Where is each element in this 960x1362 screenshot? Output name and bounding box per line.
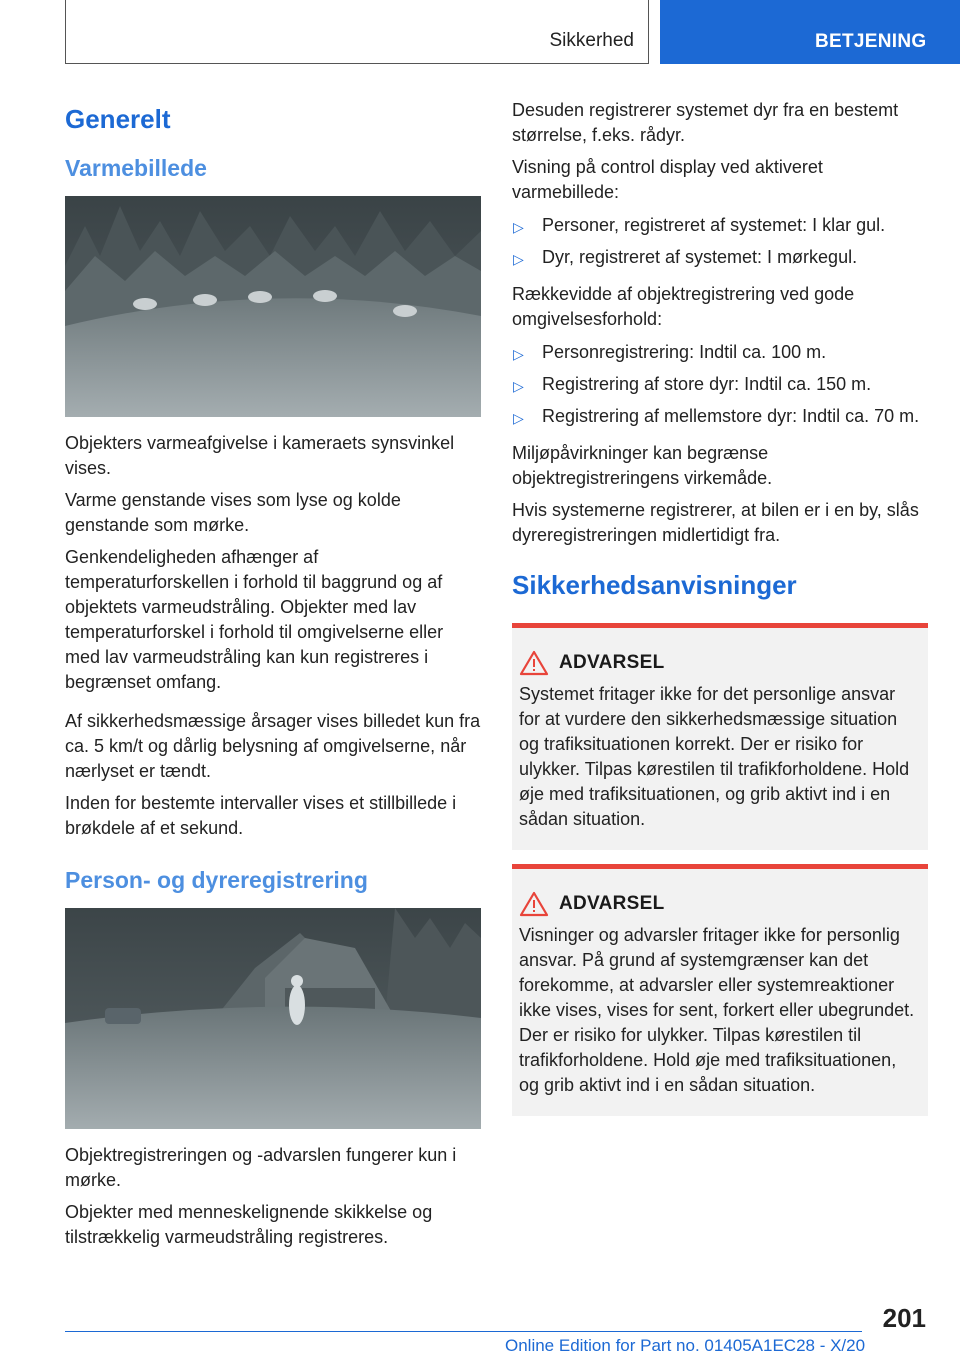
- heading-sikkerhedsanvisninger: Sikkerhedsanvisninger: [512, 570, 797, 600]
- header-section-box: [65, 0, 649, 64]
- warning-header: [519, 891, 921, 917]
- para-varmeafgivelse: Objekters varmeafgivelse i kameraets synsvinkel vises.: [65, 433, 455, 478]
- para-miljoepaavirkninger: Miljøpåvirkninger kan begrænse objektregistreringens virkemåde.: [512, 443, 773, 488]
- page-number: 201: [882, 1303, 926, 1333]
- footer-edition: Online Edition for Part no. 01405A1EC28 - X/20: [505, 1336, 866, 1355]
- para-genkendelighed: Genkendeligheden afhænger af temperaturforskellen i forhold til baggrund og af objektets varmeudstråling. Objekter med lav temperaturforskel i forhold til omgivelserne eller med lav varmeudstråling kan kun registreres i begrænset omfang.: [65, 547, 444, 692]
- list-raekkevidde: [512, 340, 928, 429]
- bullet-triangle-icon: ▷: [513, 251, 524, 267]
- para-dyr-registrering: Desuden registrerer systemet dyr fra en bestemt størrelse, f.eks. rådyr.: [512, 100, 899, 145]
- bullet-triangle-icon: ▷: [513, 378, 524, 394]
- header-chapter-tab: BETJENING: [660, 0, 960, 64]
- list-item: ▷ Registrering af store dyr: Indtil ca. 150 m.: [512, 372, 928, 397]
- thermal-image-animals: [65, 196, 481, 417]
- para-by: Hvis systemerne registrerer, at bilen er i en by, slås dyreregistreringen midlertidigt fra.: [512, 500, 919, 545]
- warning-triangle-icon: [519, 650, 549, 676]
- para-varme-genstande: Varme genstande vises som lyse og kolde genstande som mørke.: [65, 490, 401, 535]
- heading-varmebillede: Varmebillede: [65, 155, 207, 181]
- list-item: ▷ Personregistrering: Indtil ca. 100 m.: [512, 340, 928, 365]
- header-section-title: Sikkerhed: [549, 30, 634, 51]
- para-stillbillede: Inden for bestemte intervaller vises et stillbillede i brøkdele af et sekund.: [65, 793, 457, 838]
- para-visning: Visning på control display ved aktiveret varmebillede:: [512, 157, 823, 202]
- right-column: [512, 98, 928, 1130]
- list-visning: [512, 213, 928, 270]
- footer-divider: [65, 1331, 862, 1332]
- para-objektregistrering: Objektregistreringen og -advarslen fungerer kun i mørke.: [65, 1145, 457, 1190]
- bullet-triangle-icon: ▷: [513, 346, 524, 362]
- warning-triangle-icon: [519, 891, 549, 917]
- warning-text: Visninger og advarsler fritager ikke for personlig ansvar. På grund af systemgrænser kan det forekomme, at advarsler eller systemreaktioner ikke vises, vises for sent, forkert eller ubegrundet. Der er risiko for ulykker. Tilpas kørestilen til trafikforholdene. Hold øje med trafiksituationen, og grib aktivt ind i en sådan situation.: [519, 925, 915, 1095]
- list-item: ▷ Registrering af mellemstore dyr: Indtil ca. 70 m.: [512, 404, 928, 429]
- list-item: ▷ Dyr, registreret af systemet: I mørkegul.: [512, 245, 928, 270]
- bullet-triangle-icon: ▷: [513, 219, 524, 235]
- heading-person-dyreregistrering: Person- og dyreregistrering: [65, 867, 368, 893]
- warning-label: ADVARSEL: [559, 652, 665, 673]
- para-menneskelignende: Objekter med menneskelignende skikkelse og tilstrækkelig varmeudstråling registreres.: [65, 1202, 433, 1247]
- left-column: [65, 98, 481, 1257]
- warning-box-1: [512, 623, 928, 850]
- heading-generelt: Generelt: [65, 104, 171, 134]
- warning-text: Systemet fritager ikke for det personlige ansvar for at vurdere den sikkerhedsmæssige situation og trafiksituationen korrekt. Der er risiko for ulykker. Tilpas kørestilen til trafikforholdene. Hold øje med trafiksituationen, og grib aktivt ind i en sådan situation.: [519, 684, 910, 829]
- list-item: ▷ Personer, registreret af systemet: I klar gul.: [512, 213, 928, 238]
- warning-header: [519, 650, 921, 676]
- para-sikkerhed-aarsager: Af sikkerhedsmæssige årsager vises billedet kun fra ca. 5 km/t og dårlig belysning af omgivelserne, når nærlyset er tændt.: [65, 711, 481, 781]
- para-raekkevidde: Rækkevidde af objektregistrering ved gode omgivelsesforhold:: [512, 284, 855, 329]
- warning-label: ADVARSEL: [559, 893, 665, 914]
- bullet-triangle-icon: ▷: [513, 410, 524, 426]
- thermal-image-person: [65, 908, 481, 1129]
- warning-box-2: [512, 864, 928, 1116]
